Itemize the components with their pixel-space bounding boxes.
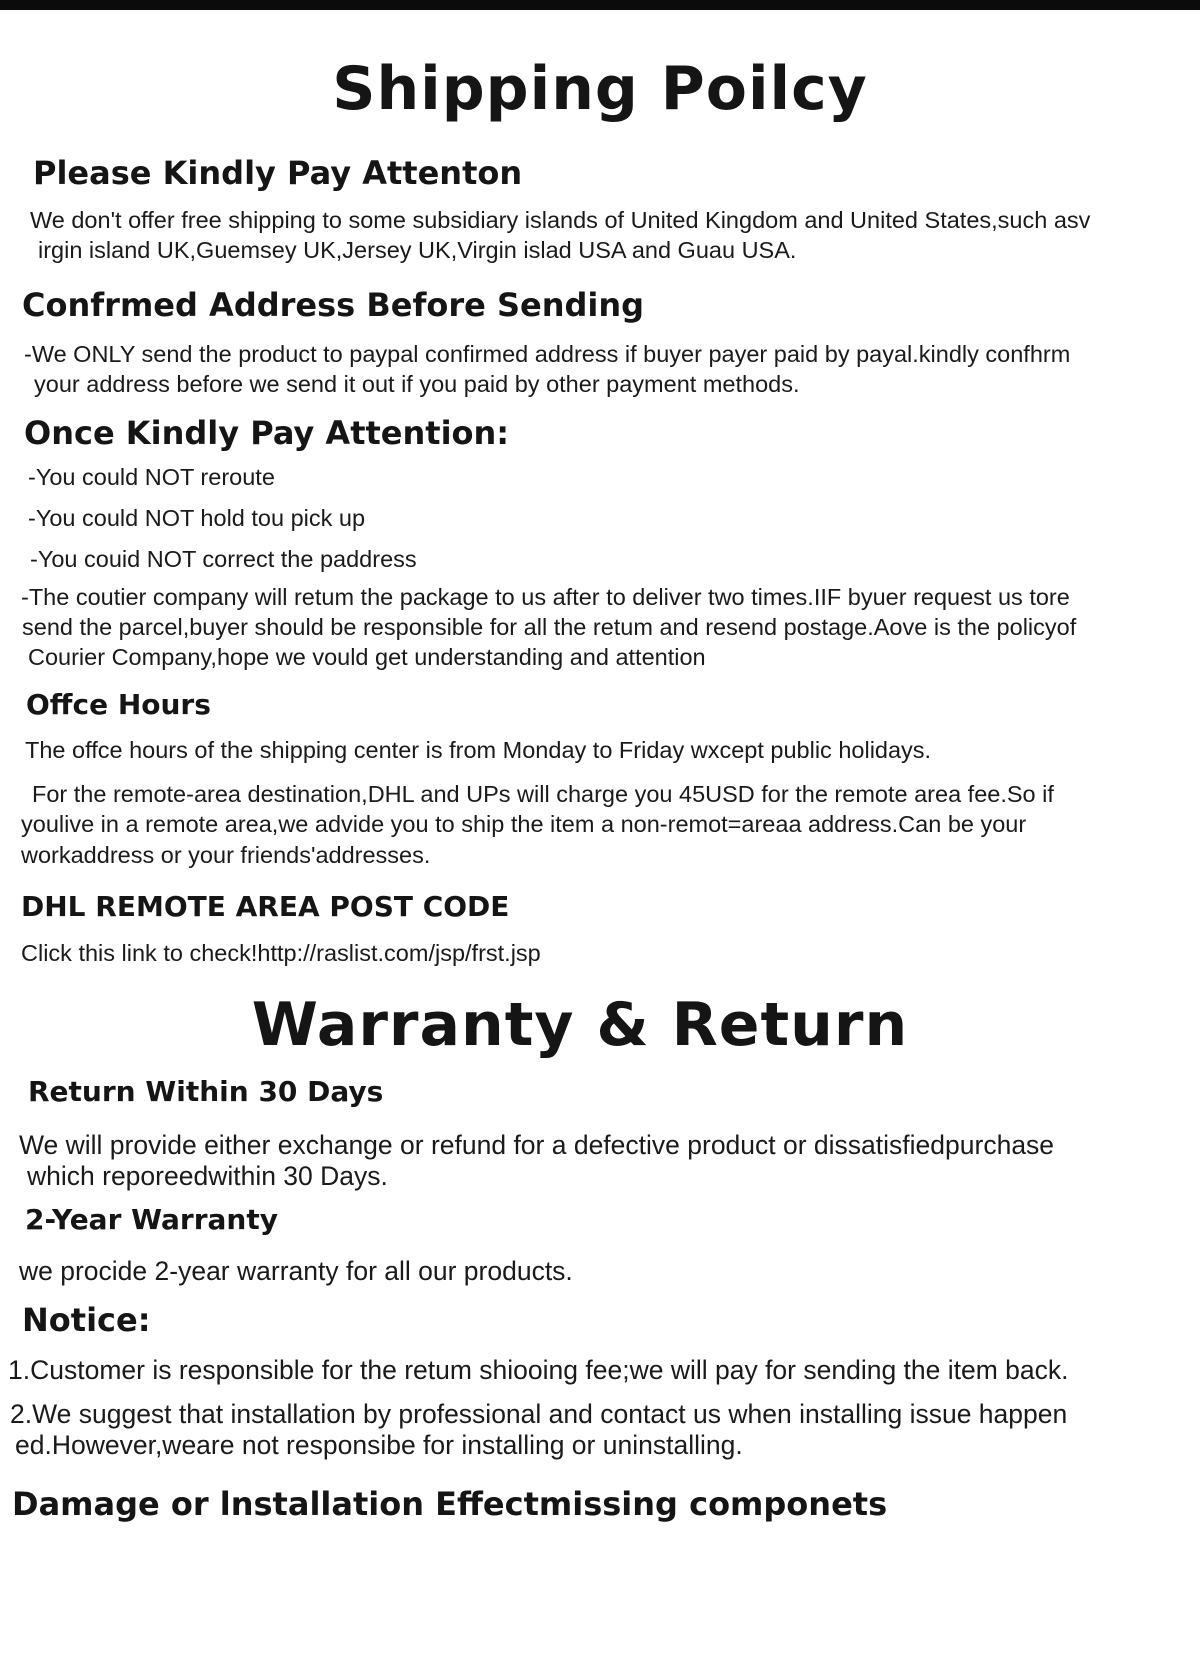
- address-heading: Confrmed Address Before Sending: [22, 286, 645, 324]
- warranty-return-title: Warranty & Return: [251, 990, 909, 1060]
- once-attention-item: -You could NOT reroute: [28, 464, 275, 490]
- damage-installation-heading: Damage or lnstallation Effectmissing componets: [12, 1485, 888, 1523]
- return-text-line: We will provide either exchange or refund for a defective product or dissatisfiedpurchase: [19, 1130, 1055, 1160]
- attention-heading: Please Kindly Pay Attenton: [33, 154, 523, 192]
- two-year-warranty-text: we procide 2-year warranty for all our products.: [19, 1256, 573, 1286]
- notice-item-continued: ed.However,weare not responsibe for installing or uninstalling.: [15, 1430, 743, 1460]
- notice-heading: Notice:: [22, 1301, 151, 1339]
- dhl-check-link-text: Click this link to check!http://raslist.com/jsp/frst.jsp: [21, 940, 541, 966]
- once-attention-item: -You couid NOT correct the paddress: [30, 546, 417, 572]
- address-text-line: your address before we send it out if you paid by other payment methods.: [34, 371, 800, 397]
- courier-text-line: -The coutier company will retum the package to us after to deliver two times.IIF byuer request us tore: [21, 584, 1070, 610]
- attention-text-line: We don't offer free shipping to some subsidiary islands of United Kingdom and United States,such asv: [30, 207, 1091, 233]
- notice-item: 2.We suggest that installation by professional and contact us when installing issue happen: [10, 1399, 1068, 1429]
- courier-text-line: send the parcel,buyer should be responsible for all the retum and resend postage.Aove is the policyof: [22, 614, 1077, 640]
- return-text-line: which reporeedwithin 30 Days.: [27, 1161, 388, 1191]
- return-30-days-heading: Return Within 30 Days: [28, 1075, 384, 1108]
- remote-area-text-line: workaddress or your friends'addresses.: [21, 842, 431, 868]
- office-hours-text-line: The offce hours of the shipping center is from Monday to Friday wxcept public holidays.: [25, 737, 932, 763]
- top-decorative-strip: [0, 0, 1200, 10]
- courier-text-line: Courier Company,hope we vould get understanding and attention: [28, 644, 706, 670]
- once-attention-heading: Once Kindly Pay Attention:: [24, 414, 510, 452]
- remote-area-text-line: youlive in a remote area,we advide you to ship the item a non-remot=areaa address.Can be your: [21, 811, 1027, 837]
- address-text-line: -We ONLY send the product to paypal confirmed address if buyer payer paid by payal.kindly confhrm: [24, 341, 1071, 367]
- office-hours-heading: Offce Hours: [26, 688, 211, 721]
- attention-text-line: irgin island UK,Guemsey UK,Jersey UK,Virgin islad USA and Guau USA.: [38, 237, 797, 263]
- dhl-remote-heading: DHL REMOTE AREA POST CODE: [21, 890, 510, 923]
- remote-area-text-line: For the remote-area destination,DHL and UPs will charge you 45USD for the remote area fee.So if: [32, 781, 1054, 807]
- two-year-warranty-heading: 2-Year Warranty: [25, 1203, 278, 1236]
- once-attention-item: -You could NOT hold tou pick up: [28, 505, 366, 531]
- shipping-policy-title: Shipping Poilcy: [332, 54, 868, 124]
- notice-item: 1.Customer is responsible for the retum shiooing fee;we will pay for sending the item back.: [8, 1355, 1069, 1385]
